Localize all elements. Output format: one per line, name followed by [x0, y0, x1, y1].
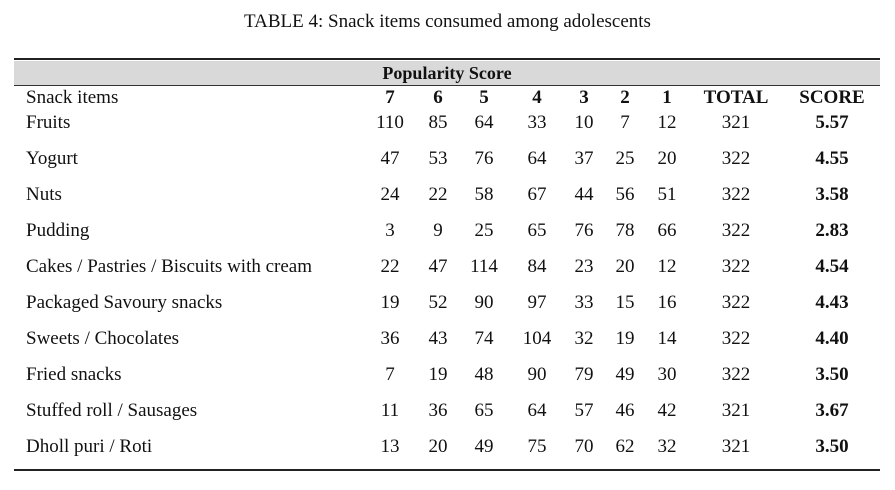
- count-2: 7: [620, 112, 630, 133]
- count-7: 13: [380, 436, 400, 457]
- snack-item-name: Sweets / Chocolates: [26, 328, 180, 349]
- total-value: 322: [721, 184, 751, 205]
- count-1: 20: [657, 148, 677, 169]
- score-value: 3.50: [815, 364, 849, 385]
- count-2: 15: [615, 292, 635, 313]
- count-4: 64: [527, 400, 547, 421]
- snack-item-name: Fried snacks: [26, 364, 122, 385]
- header-total: TOTAL: [703, 87, 769, 108]
- count-3: 32: [574, 328, 594, 349]
- table-row: [0, 256, 895, 282]
- total-value: 322: [721, 328, 751, 349]
- count-2: 62: [615, 436, 635, 457]
- count-7: 24: [380, 184, 400, 205]
- table-row: [0, 436, 895, 462]
- header-score-1: 1: [662, 87, 672, 108]
- count-7: 7: [385, 364, 395, 385]
- total-value: 322: [721, 364, 751, 385]
- table-row: [0, 220, 895, 246]
- column-header-row: [0, 87, 895, 113]
- table-bottom-rule: [14, 469, 880, 471]
- snack-item-name: Nuts: [26, 184, 62, 205]
- header-score-5: 5: [479, 87, 489, 108]
- count-6: 36: [428, 400, 448, 421]
- count-6: 19: [428, 364, 448, 385]
- count-2: 20: [615, 256, 635, 277]
- score-value: 4.54: [815, 256, 849, 277]
- snack-item-name: Dholl puri / Roti: [26, 436, 153, 457]
- count-7: 11: [380, 400, 400, 421]
- snack-item-name: Cakes / Pastries / Biscuits with cream: [26, 256, 313, 277]
- table-row: [0, 328, 895, 354]
- score-value: 4.40: [815, 328, 849, 349]
- count-4: 97: [527, 292, 547, 313]
- count-3: 76: [574, 220, 594, 241]
- score-value: 4.55: [815, 148, 849, 169]
- count-4: 65: [527, 220, 547, 241]
- header-score-7: 7: [385, 87, 395, 108]
- count-5: 65: [474, 400, 494, 421]
- header-score-2: 2: [620, 87, 630, 108]
- count-7: 110: [376, 112, 404, 133]
- count-6: 52: [428, 292, 448, 313]
- count-6: 43: [428, 328, 448, 349]
- snack-item-name: Packaged Savoury snacks: [26, 292, 223, 313]
- header-score-4: 4: [532, 87, 542, 108]
- header-snack-items: Snack items: [26, 87, 119, 108]
- popularity-score-header: Popularity Score: [382, 63, 512, 83]
- count-6: 20: [428, 436, 448, 457]
- count-3: 37: [574, 148, 594, 169]
- count-4: 84: [527, 256, 547, 277]
- count-6: 53: [428, 148, 448, 169]
- count-2: 25: [615, 148, 635, 169]
- count-7: 22: [380, 256, 400, 277]
- header-score-6: 6: [433, 87, 443, 108]
- count-4: 64: [527, 148, 547, 169]
- total-value: 322: [721, 148, 751, 169]
- count-7: 19: [380, 292, 400, 313]
- total-value: 322: [721, 220, 751, 241]
- count-1: 16: [657, 292, 677, 313]
- count-2: 56: [615, 184, 635, 205]
- count-2: 49: [615, 364, 635, 385]
- count-2: 19: [615, 328, 635, 349]
- table-row: [0, 292, 895, 318]
- count-5: 74: [474, 328, 494, 349]
- count-4: 67: [527, 184, 547, 205]
- count-1: 66: [657, 220, 677, 241]
- count-1: 12: [657, 112, 677, 133]
- header-score: SCORE: [799, 87, 865, 108]
- count-4: 104: [522, 328, 552, 349]
- count-7: 3: [385, 220, 395, 241]
- total-value: 321: [721, 436, 751, 457]
- count-1: 12: [657, 256, 677, 277]
- count-6: 47: [428, 256, 448, 277]
- total-value: 321: [721, 112, 751, 133]
- snack-item-name: Stuffed roll / Sausages: [26, 400, 198, 421]
- count-5: 90: [474, 292, 494, 313]
- count-2: 78: [615, 220, 635, 241]
- score-value: 4.43: [815, 292, 849, 313]
- snack-item-name: Yogurt: [26, 148, 78, 169]
- count-5: 58: [474, 184, 494, 205]
- count-6: 22: [428, 184, 448, 205]
- table-top-rule: [14, 58, 880, 60]
- count-1: 30: [657, 364, 677, 385]
- count-3: 33: [574, 292, 594, 313]
- table-row: [0, 184, 895, 210]
- count-3: 79: [574, 364, 594, 385]
- table-row: [0, 112, 895, 138]
- count-6: 85: [428, 112, 448, 133]
- count-1: 51: [657, 184, 677, 205]
- count-4: 90: [527, 364, 547, 385]
- count-5: 48: [474, 364, 494, 385]
- count-1: 14: [657, 328, 677, 349]
- count-1: 42: [657, 400, 677, 421]
- total-value: 322: [721, 256, 751, 277]
- count-3: 57: [574, 400, 594, 421]
- count-5: 76: [474, 148, 494, 169]
- count-3: 44: [574, 184, 594, 205]
- table-row: [0, 148, 895, 174]
- count-1: 32: [657, 436, 677, 457]
- count-7: 47: [380, 148, 400, 169]
- table-caption: TABLE 4: Snack items consumed among adolescents: [244, 11, 651, 32]
- total-value: 321: [721, 400, 751, 421]
- count-2: 46: [615, 400, 635, 421]
- count-4: 33: [527, 112, 547, 133]
- header-score-3: 3: [579, 87, 589, 108]
- count-5: 64: [474, 112, 494, 133]
- count-3: 10: [574, 112, 594, 133]
- table-row: [0, 364, 895, 390]
- count-6: 9: [433, 220, 443, 241]
- count-5: 114: [470, 256, 498, 277]
- count-5: 25: [474, 220, 494, 241]
- score-value: 3.50: [815, 436, 849, 457]
- total-value: 322: [721, 292, 751, 313]
- count-7: 36: [380, 328, 400, 349]
- snack-item-name: Fruits: [26, 112, 71, 133]
- score-value: 3.67: [815, 400, 849, 421]
- score-value: 2.83: [815, 220, 849, 241]
- count-4: 75: [527, 436, 547, 457]
- count-3: 70: [574, 436, 594, 457]
- count-5: 49: [474, 436, 494, 457]
- count-3: 23: [574, 256, 594, 277]
- table-row: [0, 400, 895, 426]
- snack-item-name: Pudding: [26, 220, 90, 241]
- score-value: 5.57: [815, 112, 849, 133]
- score-value: 3.58: [815, 184, 849, 205]
